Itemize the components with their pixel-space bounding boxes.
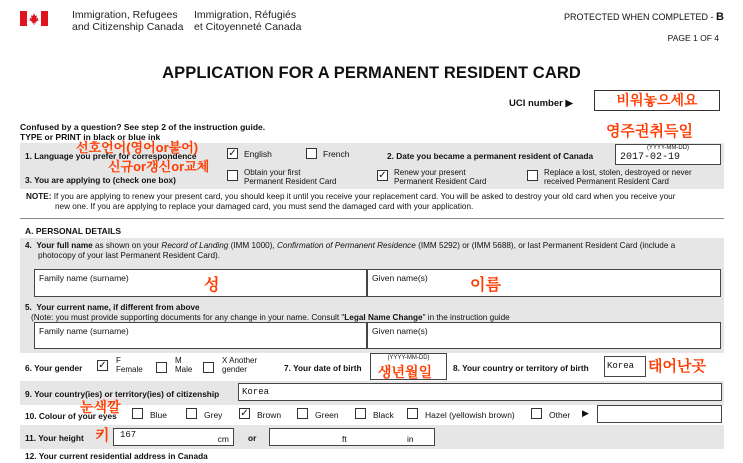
female-text: Female xyxy=(116,365,143,374)
eye-other-field[interactable] xyxy=(597,405,722,423)
french-checkbox[interactable] xyxy=(306,148,317,159)
q9-label: 9. Your country(ies) or territory(ies) of citizenship xyxy=(25,389,220,399)
page-number: PAGE 1 OF 4 xyxy=(667,33,719,43)
replace-label xyxy=(544,168,692,186)
q4-text2: (IMM 1000), xyxy=(228,241,278,250)
uci-number-field[interactable] xyxy=(594,90,720,111)
another-gender-line2: gender xyxy=(222,365,247,374)
birth-country-value: Korea xyxy=(607,361,635,371)
female-label xyxy=(116,356,143,374)
q5-note-b: Legal Name Change xyxy=(344,312,423,322)
note-line1: If you are applying to renew your present card, you should keep it until you receive your replacement card. You will be asked to destroy your old card when you receive your xyxy=(53,192,676,201)
uci-label: UCI number ▶ xyxy=(509,98,573,109)
eye-other-label: Other xyxy=(549,410,571,420)
renew-line1: Renew your present xyxy=(394,168,466,177)
obtain-first-checkbox[interactable] xyxy=(227,170,238,181)
gov-en-line1: Immigration, Refugees xyxy=(72,9,178,21)
renew-label xyxy=(394,168,487,186)
height-imperial-field[interactable] xyxy=(269,428,435,446)
height-cm-value: 167 xyxy=(120,430,137,440)
renew-checkbox[interactable] xyxy=(377,170,388,181)
q11-label: 11. Your height xyxy=(25,433,84,443)
q3-label: 3. You are applying to (check one box) xyxy=(25,175,176,185)
replace-line2: received Permanent Resident Card xyxy=(544,177,669,186)
uci-annotation: 비워놓으세요 xyxy=(616,92,698,108)
q5-label xyxy=(25,303,720,322)
note-line2: new one. If you are applying to replace your damaged card, you must send the damaged card with your application. xyxy=(55,201,474,211)
intro-line1: Confused by a question? See step 2 of the instruction guide. xyxy=(20,122,266,132)
annotation-apply-type: 신규or갱신or교체 xyxy=(108,159,210,174)
family-name-label: Family name (surname) xyxy=(39,273,129,283)
citizenship-value: Korea xyxy=(242,387,270,397)
q5-num: 5. xyxy=(25,303,32,312)
replace-line1: Replace a lost, stolen, destroyed or never xyxy=(544,168,692,177)
family-name-field[interactable] xyxy=(34,269,367,297)
male-label xyxy=(175,356,192,374)
department-name-french xyxy=(194,9,301,33)
dob-format: (YYYY-MM-DD) xyxy=(387,355,430,361)
q4-num: 4. xyxy=(25,241,32,250)
protected-text: PROTECTED WHEN COMPLETED - xyxy=(564,12,717,22)
gov-fr-line2: et Citoyenneté Canada xyxy=(194,21,302,33)
pr-date-value: 2017-02-19 xyxy=(620,152,681,163)
q4-italic1: Record of Landing xyxy=(161,241,229,250)
gov-fr-line1: Immigration, Réfugiés xyxy=(194,9,297,21)
annotation-height: 키 xyxy=(95,427,110,444)
eye-grey-checkbox[interactable] xyxy=(186,408,197,419)
q4-text1: as shown on your xyxy=(92,241,162,250)
q1-label: 1. Language you prefer for correspondence xyxy=(25,151,197,161)
annotation-language: 선호언어(영어or불어) xyxy=(76,140,199,155)
eye-hazel-label: Hazel (yellowish brown) xyxy=(425,410,515,420)
gender-male-checkbox[interactable] xyxy=(156,362,167,373)
form-title: APPLICATION FOR A PERMANENT RESIDENT CARD xyxy=(162,64,581,82)
note-label: NOTE: xyxy=(26,192,52,201)
q10-label: 10. Colour of your eyes xyxy=(25,411,117,421)
annotation-pr-date: 영주권취득일 xyxy=(606,123,693,140)
eye-brown-checkbox[interactable] xyxy=(239,408,250,419)
replace-checkbox[interactable] xyxy=(527,170,538,181)
height-or: or xyxy=(248,433,257,443)
q4-text3: (IMM 5292) or (IMM 5688), or last Permanent Resident Card (include a xyxy=(415,241,676,250)
q5-note-c: " in the instruction guide xyxy=(422,312,510,322)
department-name-english xyxy=(72,9,184,33)
eye-black-checkbox[interactable] xyxy=(355,408,366,419)
q5-title: Your current name, if different from above xyxy=(36,303,200,312)
protected-level: B xyxy=(716,11,724,23)
english-checkbox[interactable] xyxy=(227,148,238,159)
eye-green-label: Green xyxy=(315,410,339,420)
eye-green-checkbox[interactable] xyxy=(297,408,308,419)
q4-bold: Your full name xyxy=(36,241,93,250)
annotation-birth-country: 태어난곳 xyxy=(648,358,706,375)
current-family-name-field[interactable] xyxy=(34,322,367,349)
pr-date-field[interactable] xyxy=(615,144,721,165)
height-in-unit: in xyxy=(407,434,414,444)
note-block xyxy=(20,192,724,211)
eye-other-checkbox[interactable] xyxy=(531,408,542,419)
annotation-eye: 눈색깔 xyxy=(80,399,121,415)
q6-label: 6. Your gender xyxy=(25,363,83,373)
height-cm-field[interactable] xyxy=(113,428,234,446)
height-cm-unit: cm xyxy=(217,434,229,444)
birth-country-field[interactable] xyxy=(604,356,646,377)
english-label: English xyxy=(244,149,272,159)
q2-label: 2. Date you became a permanent resident of Canada xyxy=(387,151,594,161)
q4-italic2: Confirmation of Permanent Residence xyxy=(277,241,416,250)
q8-label: 8. Your country or territory of birth xyxy=(453,363,589,373)
current-family-name-label: Family name (surname) xyxy=(39,326,129,336)
annotation-surname: 성 xyxy=(204,277,220,294)
obtain-first-label xyxy=(244,168,337,186)
gov-en-line2: and Citizenship Canada xyxy=(72,21,184,33)
protection-label xyxy=(564,11,724,23)
current-given-name-field[interactable] xyxy=(367,322,721,349)
eye-brown-label: Brown xyxy=(257,410,282,420)
given-name-field[interactable] xyxy=(367,269,721,297)
section-a-title: A. PERSONAL DETAILS xyxy=(25,226,122,236)
given-name-label: Given name(s) xyxy=(372,273,428,283)
divider xyxy=(20,218,724,219)
q5-note-a: (Note: you must provide supporting documents for any change in your name. Consult " xyxy=(31,312,345,322)
eye-blue-label: Blue xyxy=(150,410,168,420)
eye-black-label: Black xyxy=(373,410,394,420)
intro-line2: TYPE or PRINT in black or blue ink xyxy=(20,131,161,142)
gender-female-checkbox[interactable] xyxy=(97,360,108,371)
another-gender-line1: X Another xyxy=(222,356,258,365)
annotation-dob: 생년월일 xyxy=(378,364,433,380)
q7-label: 7. Your date of birth xyxy=(284,363,362,373)
q12-label: 12. Your current residential address in Canada xyxy=(25,451,208,461)
citizenship-field[interactable] xyxy=(238,383,722,401)
female-letter: F xyxy=(116,356,121,365)
renew-line2: Permanent Resident Card xyxy=(394,177,487,186)
eye-hazel-checkbox[interactable] xyxy=(407,408,418,419)
french-label: French xyxy=(323,149,350,159)
q4-label xyxy=(25,241,720,261)
annotation-given: 이름 xyxy=(470,277,501,294)
another-gender-label xyxy=(222,356,257,374)
arrow-right-icon: ▶ xyxy=(582,408,589,418)
canada-flag-icon xyxy=(20,11,48,26)
english-check-mark: ✓ xyxy=(228,148,237,159)
height-ft-unit: ft xyxy=(342,434,347,444)
eye-blue-checkbox[interactable] xyxy=(132,408,143,419)
current-given-name-label: Given name(s) xyxy=(372,326,428,336)
pr-date-format: (YYYY-MM-DD) xyxy=(646,145,690,151)
brown-check-mark: ✓ xyxy=(240,408,249,419)
obtain-first-line1: Obtain your first xyxy=(244,168,301,177)
eye-grey-label: Grey xyxy=(204,410,223,420)
male-text: Male xyxy=(175,365,193,374)
renew-check-mark: ✓ xyxy=(378,170,387,181)
female-check-mark: ✓ xyxy=(98,360,107,371)
q4-line2: photocopy of your last Permanent Resident Card). xyxy=(38,251,221,260)
gender-another-checkbox[interactable] xyxy=(203,362,214,373)
male-letter: M xyxy=(175,356,182,365)
obtain-first-line2: Permanent Resident Card xyxy=(244,177,337,186)
